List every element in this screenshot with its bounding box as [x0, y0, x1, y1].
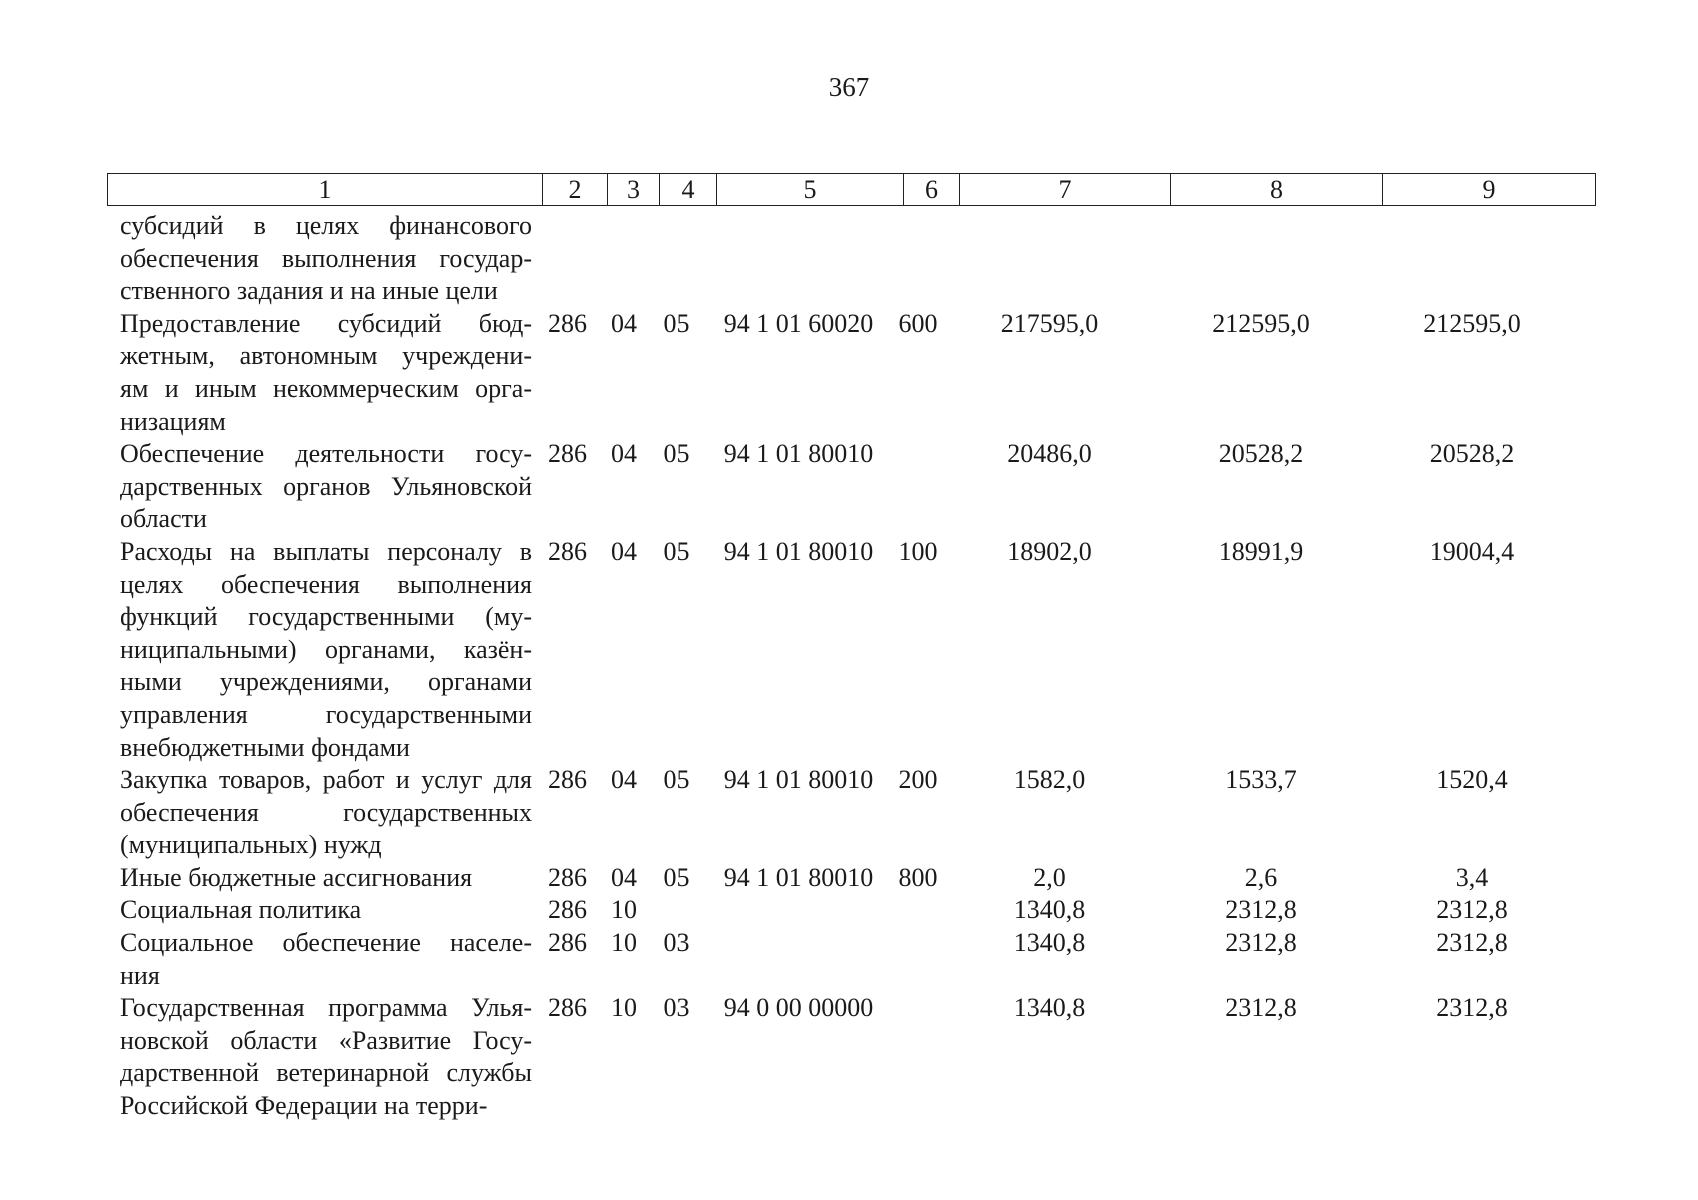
description-line: Российской Федерации на терри-: [120, 1091, 488, 1121]
cell-col-5: 94 0 00 00000: [723, 993, 874, 1023]
cell-col-6: 100: [898, 536, 938, 566]
cell-col-8: 2312,8: [1225, 928, 1297, 958]
table-body: [107, 210, 1595, 1123]
cell-col-8: 20528,2: [1218, 439, 1304, 469]
cell-col-9: 2312,8: [1436, 928, 1508, 958]
table-row: [107, 308, 1595, 438]
cell-col-3: 04: [611, 536, 637, 566]
page-number: [0, 72, 1698, 103]
cell-col-6: 200: [898, 765, 938, 795]
cell-col-9: 19004,4: [1429, 536, 1515, 566]
row-description: [107, 438, 535, 536]
cell-col-8: 2312,8: [1225, 993, 1297, 1023]
cell-col-7: 1340,8: [1013, 993, 1086, 1023]
table-row: [107, 992, 1595, 1122]
column-header-4: 4: [660, 174, 717, 206]
description-line: Иные бюджетные ассигнования: [120, 862, 473, 892]
table-row: [107, 210, 1595, 308]
description-line: субсидий в целях финансового: [120, 211, 532, 240]
cell-col-7: 1340,8: [1013, 928, 1086, 958]
cell-col-4: 05: [663, 308, 690, 338]
cell-col-4: 05: [663, 536, 690, 566]
cell-col-5: 94 1 01 80010: [723, 862, 874, 892]
description-line: обеспечения выполнения государ-: [120, 243, 532, 273]
description-line: управления государственными: [120, 699, 532, 729]
cell-col-7: 1582,0: [1013, 765, 1086, 795]
cell-col-9: 1520,4: [1436, 765, 1508, 795]
description-line: Расходы на выплаты персоналу в: [120, 536, 532, 566]
cell-col-8: 2312,8: [1225, 895, 1297, 925]
cell-col-3: 04: [611, 308, 637, 338]
cell-col-5: 94 1 01 80010: [723, 536, 874, 566]
row-description: [107, 992, 535, 1122]
column-header-9: 9: [1383, 174, 1596, 206]
cell-col-5: 94 1 01 60020: [723, 308, 874, 338]
description-line: обеспечения государственных: [120, 797, 532, 827]
description-line: Обеспечение деятельности госу-: [120, 439, 532, 469]
row-description: [107, 308, 535, 438]
description-line: дарственных органов Ульяновской: [120, 471, 532, 501]
cell-col-3: 10: [611, 993, 637, 1023]
cell-col-4: 05: [663, 439, 690, 469]
cell-col-7: 18902,0: [1007, 536, 1092, 566]
cell-col-2: 286: [548, 862, 587, 892]
row-description: [107, 764, 535, 862]
cell-col-3: 04: [611, 439, 637, 469]
description-line: Предоставление субсидий бюд-: [120, 308, 532, 338]
table-row: [107, 536, 1595, 764]
row-description: [107, 210, 535, 308]
cell-col-7: 217595,0: [1000, 308, 1099, 338]
table-row: [107, 927, 1595, 992]
cell-col-4: 05: [663, 862, 690, 892]
cell-col-2: 286: [548, 993, 587, 1023]
row-description: [107, 862, 535, 895]
column-header-table: [107, 173, 1596, 206]
column-header-3: 3: [608, 174, 660, 206]
cell-col-5: 94 1 01 80010: [723, 439, 874, 469]
row-description: [107, 536, 535, 764]
cell-col-2: 286: [548, 928, 587, 958]
description-line: ния: [120, 960, 160, 990]
cell-col-3: 10: [611, 895, 637, 925]
column-header-row: [108, 174, 1596, 206]
description-line: Закупка товаров, работ и услуг для: [120, 765, 532, 795]
cell-col-4: 03: [663, 928, 690, 958]
description-line: жетным, автономным учреждени-: [120, 341, 532, 371]
cell-col-8: 18991,9: [1218, 536, 1304, 566]
cell-col-7: 20486,0: [1007, 439, 1092, 469]
description-line: ниципальными) органами, казён-: [120, 634, 532, 664]
column-header-6: 6: [904, 174, 960, 206]
description-line: (муниципальных) нужд: [120, 830, 382, 860]
column-header-2: 2: [543, 174, 608, 206]
cell-col-9: 20528,2: [1429, 439, 1515, 469]
cell-col-6: 800: [898, 862, 938, 892]
cell-col-9: 212595,0: [1423, 308, 1521, 338]
cell-col-4: 03: [663, 993, 690, 1023]
cell-col-2: 286: [548, 439, 587, 469]
cell-col-2: 286: [548, 308, 587, 338]
cell-col-8: 212595,0: [1212, 308, 1310, 338]
cell-col-5: 94 1 01 80010: [723, 765, 874, 795]
cell-col-9: 2312,8: [1436, 895, 1508, 925]
cell-col-2: 286: [548, 895, 587, 925]
description-line: внебюджетными фондами: [120, 732, 410, 762]
description-line: ственного задания и на иные цели: [120, 276, 498, 306]
cell-col-9: 2312,8: [1436, 993, 1508, 1023]
column-header-5: 5: [717, 174, 904, 206]
row-description: [107, 927, 535, 992]
description-line: дарственной ветеринарной службы: [120, 1058, 532, 1088]
cell-col-6: 600: [898, 308, 938, 338]
column-header-1: 1: [108, 174, 543, 206]
cell-col-9: 3,4: [1455, 862, 1489, 892]
cell-col-7: 2,0: [1033, 862, 1066, 892]
cell-col-8: 1533,7: [1225, 765, 1297, 795]
cell-col-3: 10: [611, 928, 637, 958]
cell-col-2: 286: [548, 536, 587, 566]
table-row: [107, 438, 1595, 536]
description-line: функций государственными (му-: [120, 602, 532, 632]
column-header-7: 7: [960, 174, 1171, 206]
description-line: низациям: [120, 406, 226, 436]
cell-col-8: 2,6: [1244, 862, 1278, 892]
description-line: Государственная программа Улья-: [120, 993, 532, 1023]
table-row: [107, 862, 1595, 895]
description-line: целях обеспечения выполнения: [120, 569, 532, 599]
cell-col-7: 1340,8: [1013, 895, 1086, 925]
cell-col-3: 04: [611, 862, 637, 892]
description-line: ными учреждениями, органами: [120, 667, 532, 697]
page-number-text: 367: [828, 72, 870, 102]
cell-col-4: 05: [663, 765, 690, 795]
description-line: области: [120, 504, 207, 534]
cell-col-2: 286: [548, 765, 587, 795]
description-line: Социальное обеспечение населе-: [120, 928, 532, 958]
column-header-8: 8: [1171, 174, 1383, 206]
table-row: [107, 894, 1595, 927]
table-row: [107, 764, 1595, 862]
description-line: новской области «Развитие Госу-: [120, 1025, 532, 1055]
row-description: [107, 894, 535, 927]
cell-col-3: 04: [611, 765, 637, 795]
description-line: Социальная политика: [120, 895, 362, 925]
description-line: ям и иным некоммерческим орга-: [120, 373, 532, 403]
